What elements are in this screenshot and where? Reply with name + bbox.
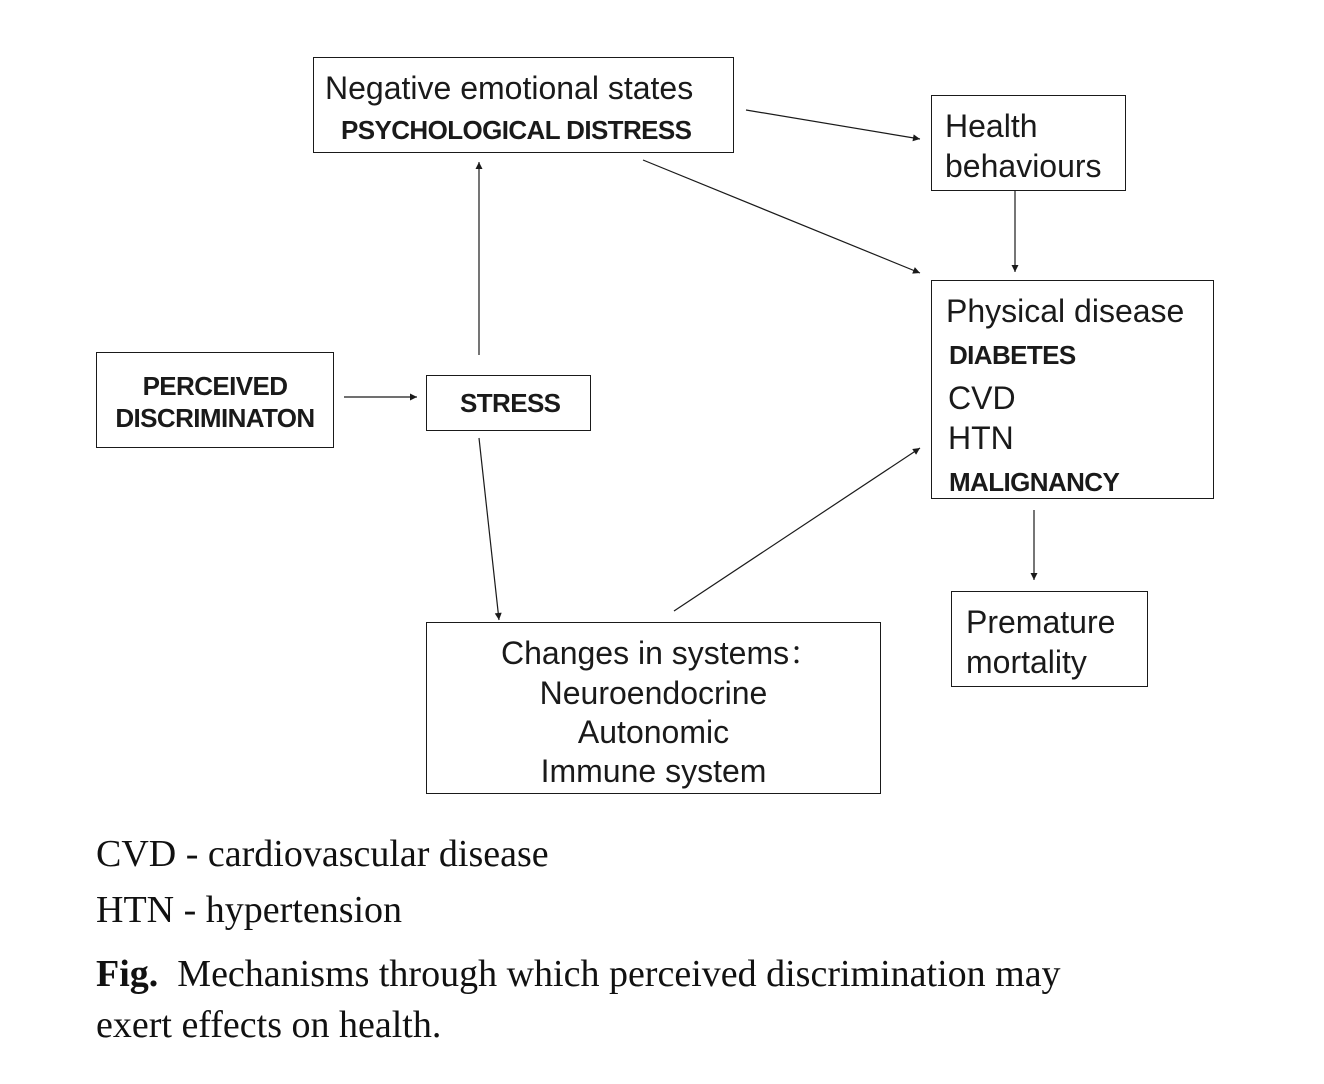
node-health-behaviours-line1: Health bbox=[945, 108, 1038, 144]
node-stress-label: STRESS bbox=[460, 388, 561, 418]
node-negative-emotional-states-subtitle: PSYCHOLOGICAL DISTRESS bbox=[341, 115, 692, 145]
node-stress bbox=[426, 375, 591, 431]
legend-htn: HTN - hypertension bbox=[96, 889, 403, 931]
arrow-changes-to-physical-disease bbox=[674, 448, 920, 611]
node-physical-disease-item-htn: HTN bbox=[948, 420, 1014, 456]
node-premature-mortality-line1: Premature bbox=[966, 604, 1116, 640]
figure-caption-text-line2: exert effects on health. bbox=[96, 1004, 442, 1046]
figure-caption-line1 bbox=[96, 955, 1061, 993]
node-changes-in-systems bbox=[426, 622, 881, 794]
figure-caption-label: Fig. bbox=[96, 953, 159, 995]
node-changes-in-systems-item-autonomic: Autonomic bbox=[577, 714, 730, 750]
node-changes-in-systems-item-immune: Immune system bbox=[540, 753, 767, 789]
node-physical-disease-title: Physical disease bbox=[946, 293, 1185, 329]
node-health-behaviours bbox=[931, 95, 1126, 191]
node-perceived-discrimination bbox=[96, 352, 334, 448]
node-changes-in-systems-item-neuroendocrine: Neuroendocrine bbox=[539, 675, 768, 711]
node-physical-disease bbox=[931, 280, 1214, 499]
node-perceived-discrimination-line2: DISCRIMINATON bbox=[115, 403, 315, 433]
node-negative-emotional-states bbox=[313, 57, 734, 153]
figure-caption-text-line1: Mechanisms through which perceived discrimination may bbox=[177, 953, 1061, 995]
legend-cvd: CVD - cardiovascular disease bbox=[96, 833, 549, 875]
node-perceived-discrimination-line1: PERCEIVED bbox=[142, 371, 288, 401]
arrow-distress-to-health-behaviours bbox=[746, 110, 920, 139]
node-physical-disease-item-diabetes: DIABETES bbox=[949, 340, 1076, 370]
node-physical-disease-item-malignancy: MALIGNANCY bbox=[949, 467, 1120, 497]
node-premature-mortality-line2: mortality bbox=[966, 644, 1087, 680]
node-health-behaviours-line2: behaviours bbox=[945, 148, 1102, 184]
arrow-stress-to-changes bbox=[479, 438, 499, 620]
node-physical-disease-item-cvd: CVD bbox=[948, 380, 1016, 416]
node-premature-mortality bbox=[951, 591, 1148, 687]
node-changes-in-systems-title: Changes in systems： bbox=[501, 635, 822, 671]
node-negative-emotional-states-title: Negative emotional states bbox=[325, 70, 694, 106]
arrow-distress-to-physical-disease bbox=[643, 160, 920, 273]
